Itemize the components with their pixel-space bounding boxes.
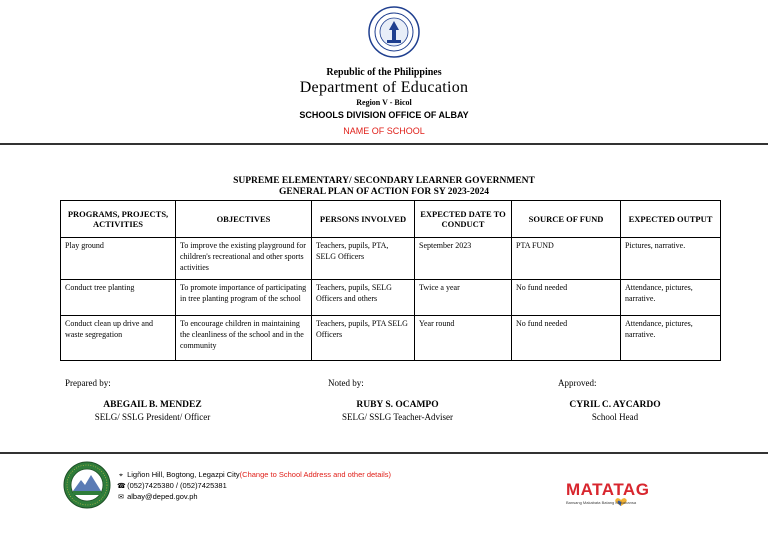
header-divider [0,143,768,145]
table-cell: Attendance, pictures, narrative. [621,316,721,361]
department-title: Department of Education [299,79,469,96]
table-cell: Teachers, pupils, PTA, SELG Officers [312,238,415,280]
noter-role: SELG/ SSLG Teacher-Adviser [341,412,453,422]
footer-divider [0,452,768,454]
preparer-name: ABEGAIL B. MENDEZ [103,400,202,410]
table-cell: Conduct clean up drive and waste segregation [61,316,176,361]
table-cell: To encourage children in maintaining the cleanliness of the school and in the community [176,316,312,361]
email-text: albay@deped.gov.ph [127,492,198,501]
prepared-by-label: Prepared by: [65,378,111,388]
table-cell: No fund needed [512,316,621,361]
noted-by-label: Noted by: [328,378,364,388]
column-header: EXPECTED OUTPUT [621,201,721,238]
region-line: Region V - Bicol [356,98,412,107]
preparer-role: SELG/ SSLG President/ Officer [94,412,211,422]
footer-phone [117,481,227,490]
table-cell: Play ground [61,238,176,280]
approver-name: CYRIL C. AYCARDO [569,400,661,410]
table-cell: PTA FUND [512,238,621,280]
table-cell: Teachers, pupils, SELG Officers and others [312,280,415,316]
plan-of-action-table [60,200,721,361]
table-row [61,280,721,316]
table-cell: To promote importance of participating in tree planting program of the school [176,280,312,316]
column-header: PERSONS INVOLVED [312,201,415,238]
table-row [61,238,721,280]
table-cell: To improve the existing playground for children's recreational and other sports activities [176,238,312,280]
address-text: Ligñon Hill, Bogtong, Legazpi City [127,470,240,479]
column-header: EXPECTED DATE TO CONDUCT [415,201,512,238]
matatag-tagline: Bansang Makabata Batang Makabansa [566,500,637,505]
division-line: SCHOOLS DIVISION OFFICE OF ALBAY [299,110,469,120]
deped-seal-logo [368,6,420,58]
table-row [61,316,721,361]
column-header: PROGRAMS, PROJECTS, ACTIVITIES [61,201,176,238]
footer-address [117,470,391,480]
table-cell: Conduct tree planting [61,280,176,316]
table-cell: Attendance, pictures, narrative. [621,280,721,316]
email-icon: ✉ [118,494,124,501]
matatag-logo: MATATAG [566,480,650,499]
school-name: NAME OF SCHOOL [343,126,425,136]
noter-name: RUBY S. OCAMPO [356,400,439,410]
table-header-row [61,201,721,238]
division-seal-logo [63,461,111,509]
table-cell: Pictures, narrative. [621,238,721,280]
footer-email [117,492,198,501]
phone-icon: ☎ [117,483,126,490]
column-header: OBJECTIVES [176,201,312,238]
document-subtitle: GENERAL PLAN OF ACTION FOR SY 2023-2024 [279,187,489,197]
column-header: SOURCE OF FUND [512,201,621,238]
document-title: SUPREME ELEMENTARY/ SECONDARY LEARNER GOVERNMENT [233,176,535,186]
table-cell: No fund needed [512,280,621,316]
phone-text: (052)7425380 / (052)7425381 [127,481,227,490]
approver-role: School Head [591,412,639,422]
table-cell: September 2023 [415,238,512,280]
republic-line: Republic of the Philippines [326,67,442,78]
table-cell: Teachers, pupils, PTA SELG Officers [312,316,415,361]
table-cell: Twice a year [415,280,512,316]
approved-label: Approved: [558,378,597,388]
table-cell: Year round [415,316,512,361]
location-pin-icon: ⌖ [119,472,123,479]
address-note: (Change to School Address and other details) [239,470,392,479]
